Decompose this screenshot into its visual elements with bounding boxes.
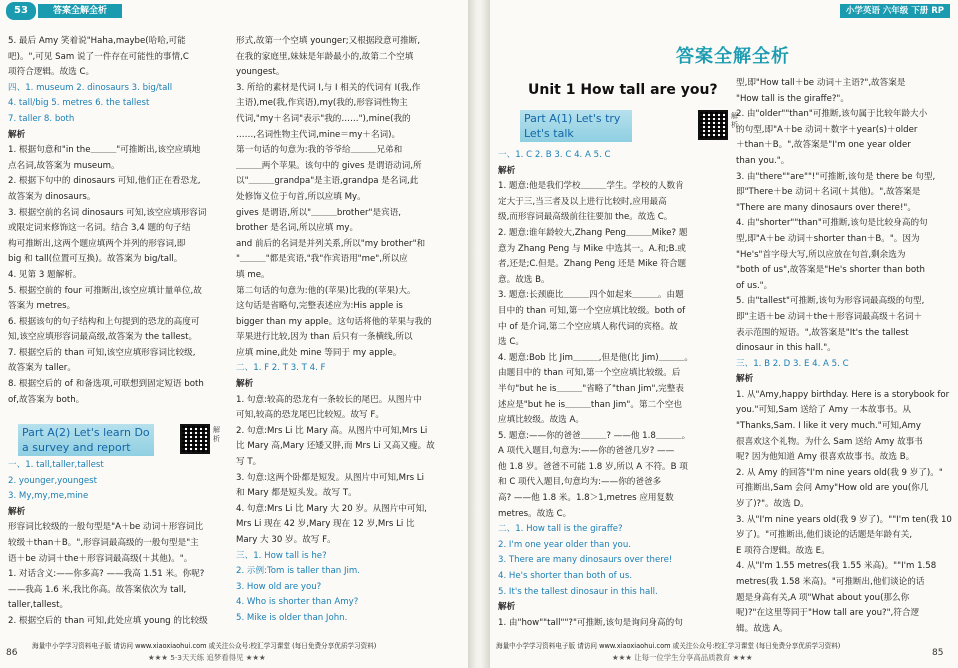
text-line: 3. 题意:长颈鹿比＿＿＿四个如起来＿＿＿。由题 [498,290,684,301]
text-line: metres。故选 C。 [498,508,572,519]
text-line: 1. 句意:较高的恐龙有一条较长的尾巴。从图片中 [236,394,422,405]
text-line: 2. 从 Amy 的回答"I'm nine years old(我 9 岁了)。" [736,467,943,478]
page-number-right: 85 [932,648,944,658]
text-line: "＿＿＿"都是宾语,"我"作宾语用"me",所以应 [236,254,408,265]
text-line: 4. Who is shorter than Amy? [236,597,359,608]
text-line: 形式,故第一个空填 younger;又根据段意可推断, [236,36,421,46]
text-line: "He's"首字母大写,所以应放在句首,剩余选为 [736,249,906,260]
text-line: 表示范围的短语。",故答案是"It's the tallest [736,327,909,338]
text-line: 答案为 metres。 [8,301,76,312]
text-line: 吧)。",可见 Sam 说了一件存在可能性的事情,C [8,51,189,62]
text-line: 8. 根据空后的 of 和备选项,可联想到固定短语 both [8,379,204,390]
text-line: 三、1. How tall is he? [236,550,327,561]
text-line: 应填 mine,此处 mine 等同于 my apple。 [236,347,402,358]
header-tag-right: 小学英语 六年级 下册 RP [840,4,950,18]
footer-slogan-left: ★★★ 5·3天天练 追梦看得见 ★★★ [148,653,266,662]
footer-text-left: 海量中小学学习资料电子版 请访问 www.xiaoxiaohui.com 或关注公众号:校汇学习课堂 (每日免费分享优质学习资料) [32,642,377,650]
text-line: brother 是名词,所以应填 my。 [236,223,359,234]
text-line: "There are many dinosaurs over there!"。 [736,202,916,213]
text-line: ＿＿＿两个苹果。该句中的 gives 是谓语动词,所 [236,160,422,171]
text-line: 2. 题意:谁年龄较大,Zhang Peng＿＿＿Mike? 题 [498,227,688,238]
brand-logo: 53 [6,2,36,20]
text-line: 3. 句意:这两个卧都是短发。从图片中可知,Mrs Li [236,472,424,483]
text-line: than you."。 [736,155,790,166]
text-line: 二、1. How tall is the giraffe? [498,524,623,535]
text-line: 型,即"A＋be 动词＋shorter than＋B。"。因为 [736,233,920,244]
text-line: 这句话是省略句,完整表述应为:His apple is [236,301,403,312]
text-line: 解析 [498,602,516,613]
qr-label: 解析 [213,426,220,443]
book-gutter [468,0,490,668]
left-column-1b [8,458,226,630]
text-line: 4. He's shorter than both of us. [498,571,633,582]
text-line: 5. 最后 Amy 笑着说"Haha,maybe(哈哈,可能 [8,36,186,46]
footer-text-right: 海量中小学学习资料电子版 请访问 www.xiaoxiaohui.com 或关注公众号:校汇学习课堂 (每日免费分享优质学习资料) [496,642,841,650]
text-line: 辑。故选 A。 [736,623,788,634]
text-line: 5. 题意:——你的爸爸＿＿＿? ——他 1.8＿＿＿。 [498,430,691,441]
text-line: 比 Mary 高,Mary 还矮又胖,而 Mrs Li 又高又瘦。故 [236,441,435,452]
text-line: metres(我 1.58 米高)。"可推断出,他们谈论的话 [736,577,925,587]
text-line: gives 是谓语,所以"＿＿＿brother"是宾语, [236,207,402,218]
text-line: 岁了)。"可推断出,他们谈论的话题是年龄有关, [736,530,913,541]
text-line: 第二句话的句意为:他的(苹果)比我的(苹果)大。 [236,285,416,296]
text-line: 中 of 是介词,第二个空应填人称代词的宾格。故 [498,321,678,332]
text-line: 4. 句意:Mrs Li 比 Mary 大 20 岁。从图片中可知, [236,503,427,514]
text-line: taller,tallest。 [8,600,69,611]
text-line: 语＋be 动词＋the＋形容词最高级(＋其他)。"。 [8,553,193,564]
text-line: 2. 根据下句中的 dinosaurs 可知,他们正在看恐龙, [8,176,201,187]
text-line: 可推断出,Sam 会问 Amy"How old are you(你几 [736,483,929,494]
text-line: 呢)?"在这里等同于"How tall are you?",符合逻 [736,608,920,619]
text-line: 4. 从"I'm 1.55 metres(我 1.55 米高)。""I'm 1.58 [736,561,937,572]
text-line: 故答案为 taller。 [8,363,76,374]
text-line: 他 1.8 岁。爸爸不可能 1.8 岁,所以 A 不符。B 项 [498,461,688,472]
text-line: 构可推断出,这两个题应填两个并列的形容词,即 [8,238,186,249]
page-title: 答案全解全析 [676,46,790,67]
text-line: 1. 由"how""tall""?"可推断,该句是询问身高的句 [498,617,683,628]
qr-code-icon [698,110,728,140]
text-line: 主语),me(我,作宾语),my(我的,形容词性物主 [236,98,408,109]
text-line: 2. 句意:Mrs Li 比 Mary 高。从图片中可知,Mrs Li [236,425,428,436]
text-line: "How tall is the giraffe?"。 [736,93,849,104]
text-line: 7. taller 8. both [8,113,75,124]
text-line: 和 Mary 都是短头发。故写 T。 [236,488,357,499]
text-line: and 前后的名词是并列关系,所以"my brother"和 [236,238,426,249]
unit-title: Unit 1 How tall are you? [528,82,718,98]
text-line: 四、1. museum 2. dinosaurs 3. big/tall [8,82,173,93]
qr-label: 解析 [731,112,738,129]
text-line: 7. 根据空后的 than 可知,该空应填形容词比较级, [8,347,196,358]
text-line: 或限定词来修饰这一名词。结合 3,4 题的句子结 [8,223,191,234]
text-line: 5. Mike is older than John. [236,612,348,623]
text-line: of us."。 [736,280,773,291]
text-line: 较级＋than＋B。",形容词最高级的一般句型是"主 [8,537,199,548]
text-line: 3. 根据空前的名词 dinosaurs 可知,该空应填形容词 [8,207,207,218]
text-line: 者,还是;C.但是。Zhang Peng 还是 Mike 符合题 [498,259,687,270]
right-page [490,0,958,668]
right-column-2 [736,76,952,637]
text-line: 半句"but he is＿＿＿"省略了"than Jim",完整表 [498,383,684,394]
section-title-part-a1: Part A(1) Let's try Let's talk [520,110,632,142]
text-line: 2. 由"older""than"可推断,该句属于比较年龄大小 [736,109,928,120]
text-line: 岁了)?"。故选 D。 [736,499,809,510]
text-line: 级,而形容词最高级前往往要加 the。故选 C。 [498,212,673,223]
text-line: 代词,"my＋名词"表示"我的……"),mine(我的 [236,113,411,124]
text-line: bigger than my apple。这句话将他的苹果与我的 [236,316,432,327]
text-line: 三、1. B 2. D 3. E 4. A 5. C [736,358,849,369]
text-line: 2. I'm one year older than you. [498,539,631,550]
text-line: 的句型,即"A＋be 动词＋数字＋year(s)＋older [736,124,918,135]
text-line: 目中的 than 可知,第一个空应填比较级。both of [498,305,686,316]
text-line: 知,该空应填形容词最高级,故答案为 the tallest。 [8,332,198,343]
text-line: 4. 题意:Bob 比 Jim＿＿＿,但是他(比 Jim)＿＿＿。 [498,352,693,363]
text-line: 3. 所给的素材是代词 I,与 I 相关的代词有 I(我,作 [236,82,421,93]
header-tag-left: 答案全解全析 [38,4,122,18]
text-line: 4. tall/big 5. metres 6. the tallest [8,98,150,109]
text-line: 在我的家庭里,妹妹是年龄最小的,故第二个空填 [236,51,414,62]
text-line: 应填比较级。故选 A。 [498,415,584,426]
text-line: 点名词,故答案为 museum。 [8,160,120,171]
text-line: 很喜欢这个礼物。为什么 Sam 送给 Amy 故事书 [736,436,923,447]
text-line: 解析 [8,506,26,517]
text-line: "Thanks,Sam. I like it very much."可知,Amy [736,421,921,432]
text-line: 3. My,my,me,mine [8,491,89,502]
text-line: 项符合逻辑。故选 C。 [8,67,95,78]
text-line: 1. 从"Amy,happy birthday. Here is a storybook for [736,389,950,400]
qr-code-icon [180,424,210,454]
text-line: 4. 由"shorter""than"可推断,该句是比较身高的句 [736,218,928,229]
text-line: 意。故选 B。 [498,274,550,285]
text-line: 5. It's the tallest dinosaur in this hall. [498,586,658,597]
text-line: 述应是"but he is＿＿＿than Jim"。第二个空也 [498,399,682,410]
text-line: Mary 大 30 岁。故写 F。 [236,535,336,545]
text-line: big 和 tall(位置可互换)。故答案为 big/tall。 [8,254,183,265]
text-line: 型,即"How tall＋be 动词＋主语?",故答案是 [736,78,906,88]
text-line: "both of us",故答案是"He's shorter than both [736,265,925,276]
text-line: 第一句话的句意为:我的爷爷给＿＿＿兄弟和 [236,145,403,156]
text-line: 3. 由"there""are""!"可推断,该句是 there be 句型, [736,171,936,182]
text-line: 2. 根据空后的 than 可知,此处应填 young 的比较级 [8,615,208,626]
text-line: 处修饰义位于句首,所以应填 My。 [236,191,366,202]
text-line: 二、1. F 2. T 3. T 4. F [236,363,326,374]
left-page [0,0,468,668]
text-line: 4. 见第 3 题解析。 [8,269,82,280]
text-line: A 项代入题目,句意为:——你的爸爸几岁? —— [498,446,675,457]
text-line: 形容词比较级的一般句型是"A＋be 动词＋形容词比 [8,522,204,533]
section-title-part-a2: Part A(2) Let's learn Do a survey and report [18,424,154,456]
text-line: 选 C。 [498,337,524,348]
text-line: 呢? 因为他知道 Amy 很喜欢故事书。故选 B。 [736,452,915,463]
text-line: 一、1. C 2. B 3. C 4. A 5. C [498,150,611,160]
text-line: ——我高 1.6 米,我比你高。故答案依次为 tall, [8,584,187,595]
text-line: 故答案为 dinosaurs。 [8,191,96,202]
text-line: 和 C 项代入题目,句意均为:——你的爸爸多 [498,477,662,488]
text-line: 解析 [8,129,26,140]
left-column-1 [8,34,226,408]
text-line: 6. 根据该句的句子结构和上句提到的恐龙的高度可 [8,316,200,327]
text-line: 高? ——他 1.8 米。1.8＞1,metres 应用复数 [498,493,674,504]
text-line: 1. 题意:他是我们学校＿＿＿学生。学校的人数肯 [498,181,684,192]
text-line: 写 T。 [236,457,262,468]
left-column-2 [236,34,462,627]
text-line: 解析 [498,165,516,176]
text-line: 3. How old are you? [236,581,322,592]
text-line: 苹果进行比较,因为 than 后只有一条横线,所以 [236,332,413,343]
text-line: youngest。 [236,67,285,78]
text-line: 即"主语＋be 动词＋the＋形容词最高级＋名词＋ [736,311,923,322]
page-number-left: 86 [6,648,18,658]
text-line: 3. There are many dinosaurs over there! [498,555,673,566]
text-line: 1. 根据句意和"in the＿＿＿"可推断出,该空应填地 [8,145,201,156]
text-line: 5. 根据空前的 four 可推断出,该空应填计量单位,故 [8,285,202,296]
text-line: E 项符合逻辑。故选 E。 [736,545,830,556]
text-line: ……,名词性物主代词,mine＝my＋名词)。 [236,129,401,140]
footer-slogan-right: ★★★ 让每一位学生分享高品质教育 ★★★ [612,653,753,662]
text-line: 意为 Zhang Peng 与 Mike 中选其一。A.和;B.或 [498,243,686,254]
text-line: 由题目中的 than 可知,第一个空应填比较级。后 [498,368,681,379]
text-line: of,故答案为 both。 [8,394,85,405]
right-column-1 [498,148,722,631]
text-line: 定大于三,当三者及以上进行比较时,应用最高 [498,196,667,207]
text-line: 可知,较高的恐龙尾巴比较短。故写 F。 [236,410,384,421]
text-line: Mrs Li 现在 42 岁,Mary 现在 12 岁,Mrs Li 比 [236,519,415,530]
text-line: 一、1. tall,taller,tallest [8,460,104,470]
text-line: 解析 [236,379,254,390]
text-line: dinosaur in this hall."。 [736,343,836,354]
text-line: 解析 [736,374,754,385]
text-line: you."可知,Sam 送给了 Amy 一本故事书。从 [736,405,911,416]
text-line: 填 me。 [236,269,270,280]
text-line: ＋than＋B。",故答案是"I'm one year older [736,140,911,151]
text-line: 5. 由"tallest"可推断,该句为形容词最高级的句型, [736,296,925,307]
text-line: 3. 从"I'm nine years old(我 9 岁了)。""I'm ten(我 10 [736,514,952,525]
text-line: 题是身高有关,A 项"What about you(那么你 [736,592,910,603]
text-line: 2. 示例:Tom is taller than Jim. [236,566,361,577]
text-line: 1. 对话含义:——你多高? ——我高 1.51 米。你呢? [8,569,205,580]
text-line: 即"There＋be 动词＋名词(＋其他)。",故答案是 [736,187,921,198]
text-line: 以"＿＿＿grandpa"是主语,grandpa 是名词,此 [236,176,419,187]
text-line: 2. younger,youngest [8,475,98,486]
